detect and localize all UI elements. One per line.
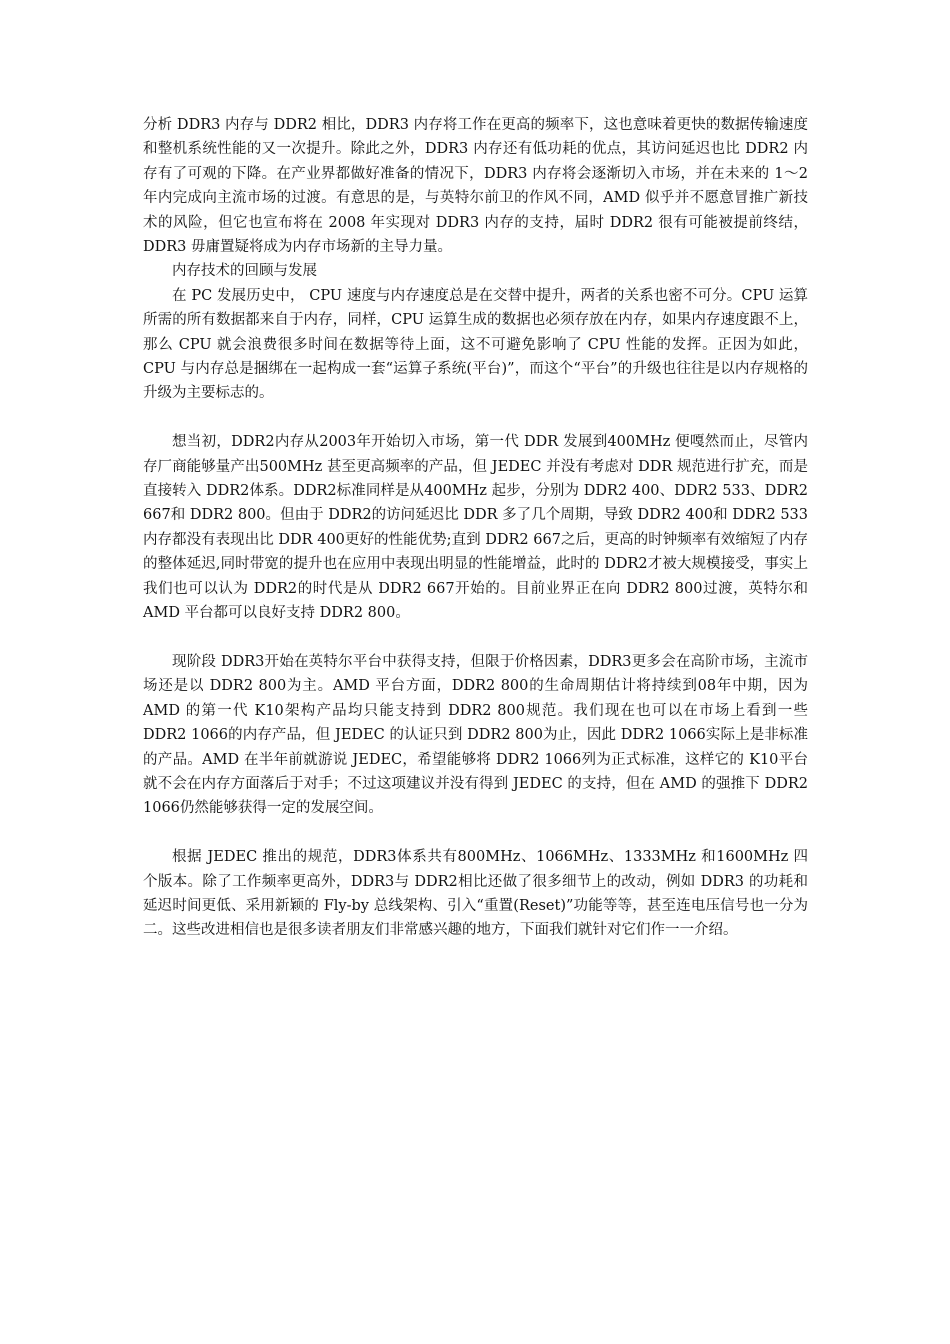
paragraph-jedec-spec: 根据 JEDEC 推出的规范，DDR3体系共有800MHz、1066MHz、1333MHz 和1600MHz 四个版本。除了工作频率更高外，DDR3与 DDR2相比还做了很多细节上的改动，例如 DDR3 的功耗和延迟时间更低、采用新颖的 Fly-by 总线架构、引入“重置(Reset)”功能等等，甚至连电压信号也一分为二。这些改进相信也是很多读者朋友们非常感兴趣的地方，下面我们就针对它们作一一介绍。 <box>143 849 808 939</box>
paragraph-pc-history: 在 PC 发展历史中， CPU 速度与内存速度总是在交替中提升，两者的关系也密不可分。CPU 运算所需的所有数据都来自于内存，同样，CPU 运算生成的数据也必须存放在内存，如果内存速度跟不上，那么 CPU 就会浪费很多时间在数据等待上面，这不可避免影响了 CPU 性能的发挥。正因为如此，CPU 与内存总是捆绑在一起构成一套“运算子系统(平台)”，而这个“平台”的升级也往往是以内存规格的升级为主要标志的。 <box>143 287 808 402</box>
paragraph-ddr3-analysis: 分析 DDR3 内存与 DDR2 相比，DDR3 内存将工作在更高的频率下，这也意味着更快的数据传输速度和整机系统性能的又一次提升。除此之外，DDR3 内存还有低功耗的优点，其访问延迟也比 DDR2 内存有了可观的下降。在产业界都做好准备的情况下，DDR3 内存将会逐渐切入市场，并在未来的 1～2 年内完成向主流市场的过渡。有意思的是，与英特尔前卫的作风不同，AMD 似乎并不愿意冒推广新技术的风险，但它也宣布将在 2008 年实现对 DDR3 内存的支持，届时 DDR2 很有可能被提前终结，DDR3 毋庸置疑将成为内存市场新的主导力量。 <box>143 117 808 256</box>
paragraph-current-stage: 现阶段 DDR3开始在英特尔平台中获得支持，但限于价格因素，DDR3更多会在高阶市场，主流市场还是以 DDR2 800为主。AMD 平台方面，DDR2 800的生命周期估计将持续到08年中期，因为 AMD 的第一代 K10架构产品均只能支持到 DDR2 800规范。我们现在也可以在市场上看到一些 DDR2 1066的内存产品，但 JEDEC 的认证只到 DDR2 800为止，因此 DDR2 1066实际上是非标准的产品。AMD 在半年前就游说 JEDEC，希望能够将 DDR2 1066列为正式标准，这样它的 K10平台就不会在内存方面落后于对手；不过这项建议并没有得到 JEDEC 的支持，但在 AMD 的强推下 DDR2 1066仍然能够获得一定的发展空间。 <box>143 653 808 817</box>
paragraph-ddr2-history: 想当初，DDR2内存从2003年开始切入市场，第一代 DDR 发展到400MHz 便嘎然而止，尽管内存厂商能够量产出500MHz 甚至更高频率的产品，但 JEDEC 并没有考虑对 DDR 规范进行扩充，而是直接转入 DDR2体系。DDR2标准同样是从400MHz 起步，分别为 DDR2 400、DDR2 533、DDR2 667和 DDR2 800。但由于 DDR2的访问延迟比 DDR 多了几个周期，导致 DDR2 400和 DDR2 533内存都没有表现出比 DDR 400更好的性能优势;直到 DDR2 667之后，更高的时钟频率有效缩短了内存的整体延迟,同时带宽的提升也在应用中表现出明显的性能增益，此时的 DDR2才被大规模接受，事实上我们也可以认为 DDR2的时代是从 DDR2 667开始的。目前业界正在向 DDR2 800过渡，英特尔和 AMD 平台都可以良好支持 DDR2 800。 <box>143 434 808 622</box>
section-heading: 内存技术的回顾与发展 <box>172 263 317 280</box>
document-body <box>143 113 808 943</box>
